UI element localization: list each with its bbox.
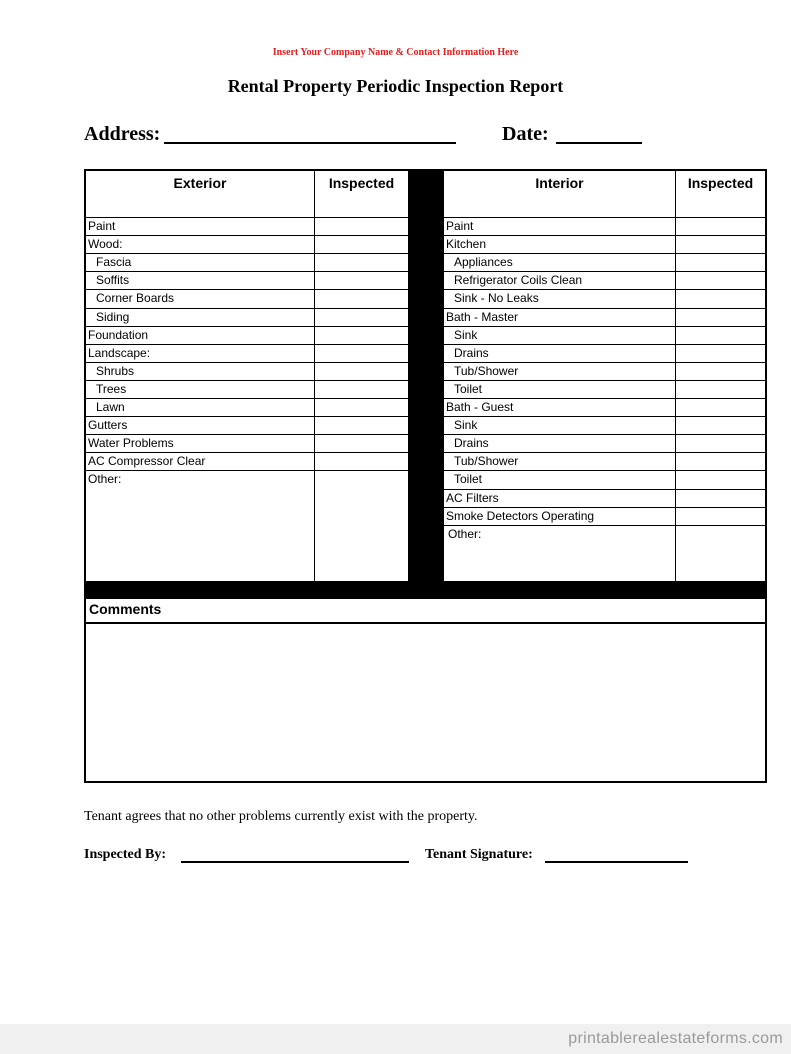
interior-inspected-cell[interactable]	[676, 326, 765, 344]
exterior-inspected-cell[interactable]	[315, 416, 408, 434]
exterior-inspected-cell[interactable]	[315, 271, 408, 289]
exterior-heading: Exterior	[173, 175, 227, 191]
exterior-inspected-cell[interactable]	[315, 253, 408, 271]
comments-box[interactable]	[84, 597, 767, 783]
interior-inspected-cell[interactable]	[676, 416, 765, 434]
exterior-row-label: Lawn	[96, 400, 125, 414]
interior-row-label: Sink - No Leaks	[454, 291, 539, 306]
exterior-inspected-cell[interactable]	[315, 344, 408, 362]
interior-inspected-cell[interactable]	[676, 362, 765, 380]
interior-inspected-cell[interactable]	[676, 380, 765, 398]
exterior-row-label: Paint	[88, 219, 116, 233]
exterior-row-label: Foundation	[88, 327, 149, 342]
exterior-row-label: Soffits	[96, 273, 130, 288]
exterior-row-label: Trees	[96, 381, 127, 396]
inspected-by-field[interactable]	[181, 861, 409, 863]
interior-inspected-cell[interactable]	[676, 235, 765, 253]
interior-inspected-cell[interactable]	[676, 470, 765, 488]
exterior-inspected-cell[interactable]	[315, 308, 408, 326]
interior-row-label: Smoke Detectors Operating	[446, 508, 595, 523]
exterior-inspected-cell[interactable]	[315, 452, 408, 470]
center-divider	[408, 171, 444, 599]
watermark-text: printablerealestateforms.com	[568, 1030, 783, 1047]
exterior-row-label: AC Compressor Clear	[88, 454, 206, 469]
address-field[interactable]	[164, 142, 456, 144]
exterior-row-label: Siding	[96, 309, 130, 324]
interior-row-label: Appliances	[454, 255, 513, 270]
exterior-inspected-cell[interactable]	[315, 362, 408, 380]
interior-inspected-cell[interactable]	[676, 308, 765, 326]
exterior-inspected-cell[interactable]	[315, 235, 408, 253]
date-field[interactable]	[556, 142, 642, 144]
exterior-row-label: Shrubs	[96, 363, 135, 378]
exterior-row-label: Landscape:	[88, 345, 151, 360]
interior-inspected-cell[interactable]	[676, 398, 765, 416]
interior-row-label: Tub/Shower	[454, 454, 519, 469]
interior-row-label: Refrigerator Coils Clean	[454, 273, 583, 288]
tenant-signature-field[interactable]	[545, 861, 688, 863]
interior-inspected-cell[interactable]	[676, 344, 765, 362]
exterior-other-label: Other:	[88, 472, 122, 487]
interior-row-label: Bath - Master	[446, 309, 519, 324]
watermark-bar	[0, 1024, 791, 1054]
interior-inspected-cell[interactable]	[676, 434, 765, 452]
interior-row-label: AC Filters	[446, 490, 499, 505]
exterior-row-label: Fascia	[96, 255, 132, 270]
interior-row-label: Paint	[446, 219, 474, 233]
exterior-inspected-cell[interactable]	[315, 380, 408, 398]
interior-inspected-heading: Inspected	[687, 175, 754, 191]
inspection-table	[84, 169, 767, 599]
exterior-row-label: Wood:	[88, 237, 123, 252]
comments-label: Comments	[89, 601, 162, 617]
interior-row-label: Drains	[454, 345, 489, 360]
interior-inspected-cell[interactable]	[676, 217, 765, 235]
interior-row-label: Sink	[454, 418, 478, 433]
address-label: Address:	[84, 123, 161, 145]
interior-row-label: Bath - Guest	[446, 400, 514, 414]
exterior-row-label: Corner Boards	[96, 291, 175, 306]
interior-inspected-cell[interactable]	[676, 271, 765, 289]
interior-inspected-cell[interactable]	[676, 452, 765, 470]
exterior-row-label: Water Problems	[88, 436, 174, 451]
tenant-agreement: Tenant agrees that no other problems currently exist with the property.	[84, 809, 478, 824]
interior-row-label: Kitchen	[446, 237, 487, 252]
interior-inspected-cell[interactable]	[676, 289, 765, 307]
interior-row-label: Drains	[454, 436, 489, 451]
exterior-row-label: Gutters	[88, 418, 128, 433]
exterior-inspected-cell[interactable]	[315, 217, 408, 235]
inspected-by-label: Inspected By:	[84, 847, 167, 862]
page-title: Rental Property Periodic Inspection Report	[227, 76, 564, 96]
interior-inspected-cell[interactable]	[676, 253, 765, 271]
exterior-inspected-cell[interactable]	[315, 434, 408, 452]
date-label: Date:	[502, 123, 549, 145]
interior-other-label: Other:	[448, 526, 482, 541]
interior-row-label: Toilet	[454, 381, 483, 396]
company-placeholder: Insert Your Company Name & Contact Information Here	[272, 47, 519, 58]
exterior-inspected-heading: Inspected	[328, 175, 395, 191]
interior-inspected-cell[interactable]	[676, 489, 765, 507]
interior-heading: Interior	[535, 175, 584, 191]
interior-row-label: Toilet	[454, 472, 483, 487]
tenant-signature-label: Tenant Signature:	[425, 847, 533, 862]
exterior-inspected-cell[interactable]	[315, 398, 408, 416]
interior-row-label: Sink	[454, 327, 478, 342]
interior-inspected-cell[interactable]	[676, 507, 765, 525]
exterior-inspected-cell[interactable]	[315, 289, 408, 307]
interior-row-label: Tub/Shower	[454, 363, 519, 378]
exterior-inspected-cell[interactable]	[315, 326, 408, 344]
